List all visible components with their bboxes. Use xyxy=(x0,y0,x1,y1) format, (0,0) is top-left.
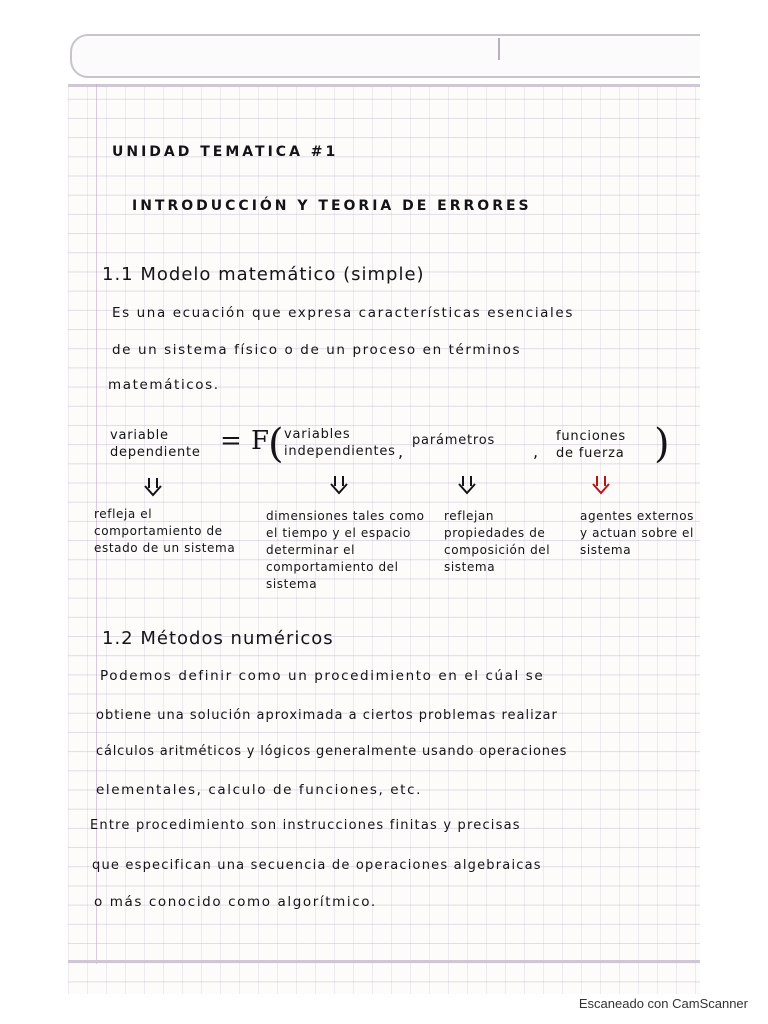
dependent-variable-label: variable dependiente xyxy=(110,428,201,460)
notebook-page xyxy=(68,22,700,994)
note-forcing: agentes externos y actuan sobre el sistema xyxy=(580,509,694,557)
close-paren: ) xyxy=(654,421,670,467)
section-2-line: Entre procedimiento son instrucciones finitas y precisas xyxy=(90,818,521,833)
section-1-line: de un sistema físico o de un proceso en términos xyxy=(112,342,522,358)
section-2-line: Podemos definir como un procedimiento en el cúal se xyxy=(100,668,545,684)
down-arrow-icon xyxy=(142,476,164,498)
page-header-box xyxy=(70,34,700,78)
section-2-line: que especifican una secuencia de operaciones algebraicas xyxy=(92,858,542,873)
section-2-line: cálculos aritméticos y lógicos generalmente usando operaciones xyxy=(96,744,568,759)
section-2-line: o más conocido como algorítmico. xyxy=(94,894,377,910)
comma: , xyxy=(398,442,404,461)
parameters-label: parámetros xyxy=(412,433,496,448)
top-rule xyxy=(68,84,700,87)
note-dependent: refleja el comportamiento de estado de un sistema xyxy=(94,507,236,555)
section-1-line: Es una ecuación que expresa características esenciales xyxy=(112,305,574,321)
down-arrow-icon xyxy=(590,474,612,496)
independent-variables-label: variables independientes xyxy=(284,427,396,459)
header-divider xyxy=(498,38,500,60)
section-1-heading: 1.1 Modelo matemático (simple) xyxy=(102,264,425,285)
note-parameters: reflejan propiedades de composición del sistema xyxy=(444,509,551,574)
down-arrow-icon xyxy=(456,474,478,496)
forcing-functions-label: funciones de fuerza xyxy=(556,429,626,461)
section-1-line: matemáticos. xyxy=(108,377,220,393)
bottom-rule xyxy=(68,960,700,963)
down-arrow-icon xyxy=(328,474,350,496)
unit-subtitle: INTRODUCCIÓN Y TEORIA DE ERRORES xyxy=(132,198,532,214)
section-2-line: obtiene una solución aproximada a ciertos problemas realizar xyxy=(96,708,558,723)
unit-title: UNIDAD TEMATICA #1 xyxy=(112,144,339,160)
note-independent: dimensiones tales como el tiempo y el espacio determinar el comportamiento del sistema xyxy=(266,509,425,591)
section-2-heading: 1.2 Métodos numéricos xyxy=(102,628,334,649)
function-f: = F xyxy=(220,426,270,456)
scanner-watermark: Escaneado con CamScanner xyxy=(578,996,748,1011)
section-2-line: elementales, calculo de funciones, etc. xyxy=(96,782,422,798)
comma: , xyxy=(533,442,539,461)
open-paren: ( xyxy=(268,421,284,467)
